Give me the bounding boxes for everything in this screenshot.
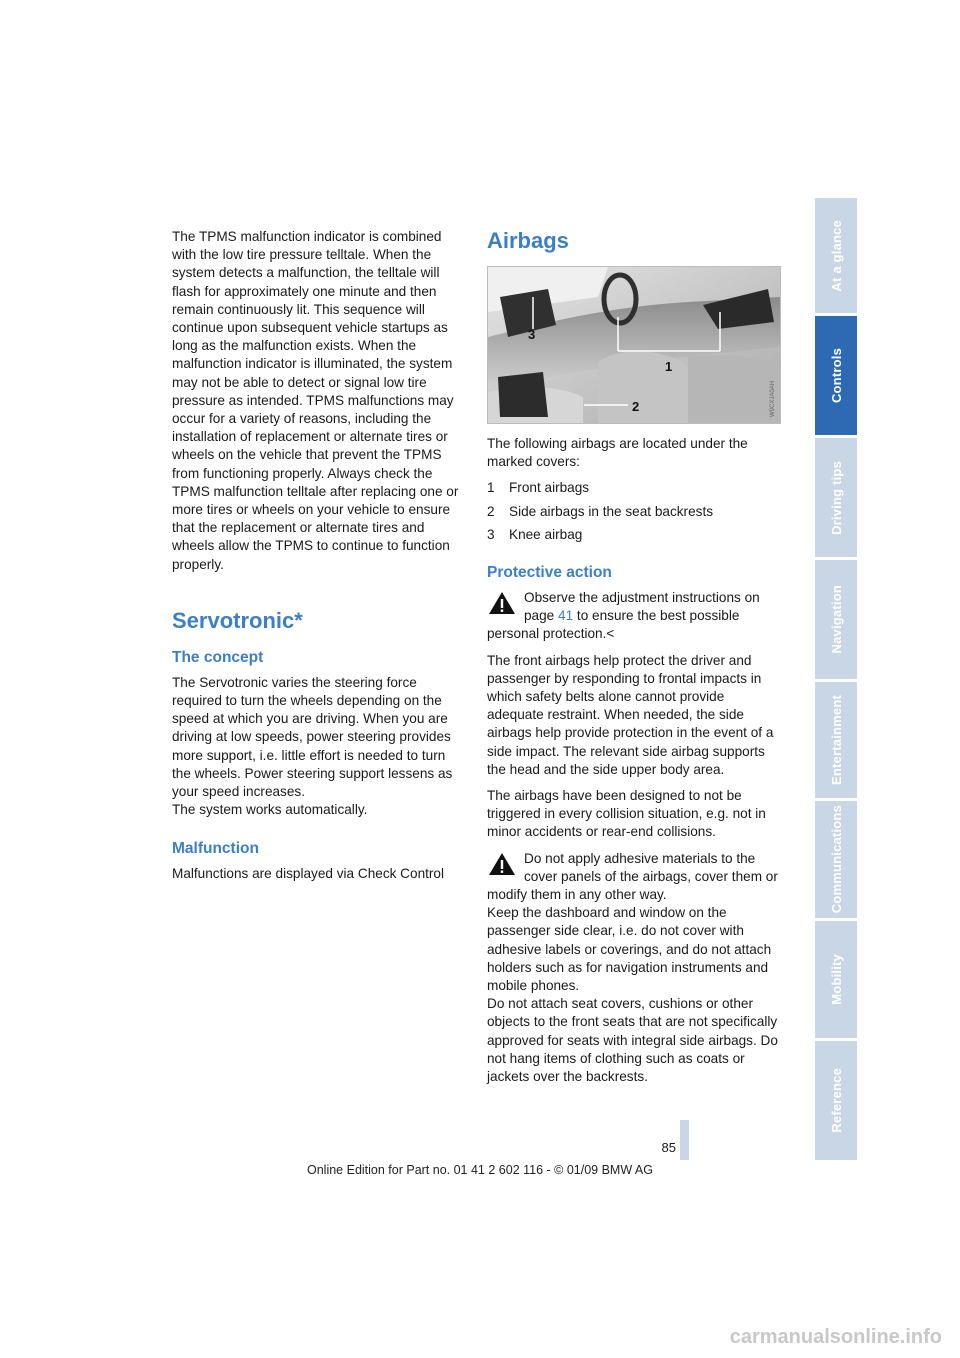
tab-label: Mobility	[828, 954, 844, 1005]
edition-footer: Online Edition for Part no. 01 41 2 602 116 - © 01/09 BMW AG	[307, 1163, 653, 1177]
concept-text: The Servotronic varies the steering force required to turn the wheels depending on the speed at which you are driving. When you are driving at low speeds, power steering provides more support, i.e. little effort is needed to turn the wheels. Power steering support lessens as your speed increases.	[172, 674, 453, 800]
tab-reference[interactable]	[815, 1041, 857, 1160]
label-3: 3	[528, 327, 536, 342]
label-1: 1	[665, 359, 673, 374]
tab-entertainment[interactable]	[815, 682, 857, 798]
tab-at-a-glance[interactable]	[815, 198, 857, 313]
warning-1-text: Observe the adjustment instructions on page	[524, 590, 760, 624]
tab-navigation[interactable]	[815, 560, 857, 679]
right-column	[487, 228, 782, 1086]
tab-label: At a glance	[828, 219, 844, 292]
tab-label: Navigation	[828, 585, 844, 654]
tab-mobility[interactable]	[815, 921, 857, 1038]
airbag-intro: The following airbags are located under the marked covers:	[487, 436, 748, 470]
warning-1-text-end: to ensure the best possible personal protection.<	[487, 608, 740, 642]
watermark: carmanualsonline.info	[729, 1326, 942, 1348]
tab-label: Entertainment	[828, 694, 844, 785]
left-column	[172, 228, 464, 892]
list-number: 2	[487, 503, 495, 519]
tab-driving-tips[interactable]	[815, 438, 857, 557]
tab-communications[interactable]	[815, 801, 857, 918]
airbags-title: Airbags	[487, 228, 569, 253]
malfunction-text: Malfunctions are displayed via Check Control	[172, 866, 445, 882]
airbag-list	[487, 479, 782, 544]
label-2: 2	[632, 399, 640, 414]
car-interior-illustration	[488, 267, 780, 423]
servotronic-title: Servotronic*	[172, 607, 303, 633]
tab-label: Driving tips	[828, 460, 844, 535]
protective-action-heading: Protective action	[487, 564, 612, 582]
image-code: W9CXJA0AH	[770, 380, 776, 417]
warning-2-text-b: Keep the dashboard and window on the passenger side clear, i.e. do not cover with adhesive labels or coverings, and do not attach holders such as for navigation instruments and mobile phones.	[487, 905, 772, 994]
page-41-link[interactable]: 41	[558, 608, 574, 624]
list-item	[487, 479, 782, 497]
warning-2-text-c: Do not attach seat covers, cushions or other objects to the front seats that are not specifically approved for seats with integral side airbags. Do not hang items of clothing such as coats or jackets over the backrests.	[487, 996, 778, 1085]
airbag-paragraph-2: The airbags have been designed to not be triggered in every collision situation, e.g. not in minor accidents or rear-end collisions.	[487, 788, 766, 840]
list-item	[487, 503, 782, 521]
tab-label: Controls	[828, 347, 844, 404]
malfunction-heading: Malfunction	[172, 840, 259, 858]
list-item	[487, 526, 782, 544]
warning-triangle-icon	[487, 590, 517, 616]
page-number: 85	[661, 1140, 676, 1155]
chapter-tabs	[815, 198, 857, 1160]
airbag-location-image	[487, 266, 781, 424]
concept-heading: The concept	[172, 648, 264, 666]
tab-label: Reference	[828, 1068, 844, 1133]
warning-adjustment	[487, 589, 782, 644]
warning-triangle-icon	[487, 851, 517, 877]
tab-controls[interactable]	[815, 316, 857, 435]
list-text: Knee airbag	[509, 526, 583, 542]
tpms-paragraph: The TPMS malfunction indicator is combined with the low tire pressure telltale. When the system detects a malfunction, the telltale will flash for approximately one minute and then remain continuously lit. This sequence will continue upon subsequent vehicle startups as long as the malfunction exists. When the malfunction indicator is illuminated, the system may not be able to detect or signal low tire pressure as intended. TPMS malfunctions may occur for a variety of reasons, including the installation of replacement or alternate tires or wheels on the vehicle that prevent the TPMS from functioning properly. Always check the TPMS malfunction telltale after replacing one or more tires or wheels on your vehicle to ensure that the replacement or alternate tires and wheels allow the TPMS to continue to function properly.	[172, 229, 459, 572]
concept-text-2: The system works automatically.	[172, 802, 368, 818]
page-number-bar	[680, 1120, 689, 1160]
airbag-paragraph-1: The front airbags help protect the driver and passenger by responding to frontal impacts in which safety belts alone cannot provide adequate restraint. When needed, the side airbags help provide protection in the event of a side impact. The relevant side airbag supports the head and the side upper body area.	[487, 652, 774, 777]
list-number: 3	[487, 526, 495, 542]
list-text: Side airbags in the seat backrests	[509, 503, 714, 519]
warning-2-text-a: Do not apply adhesive materials to the cover panels of the airbags, cover them or modify them in any other way.	[487, 850, 778, 903]
list-number: 1	[487, 480, 495, 496]
tab-label: Communications	[828, 805, 844, 914]
list-text: Front airbags	[509, 480, 590, 496]
warning-adhesive	[487, 850, 782, 1087]
